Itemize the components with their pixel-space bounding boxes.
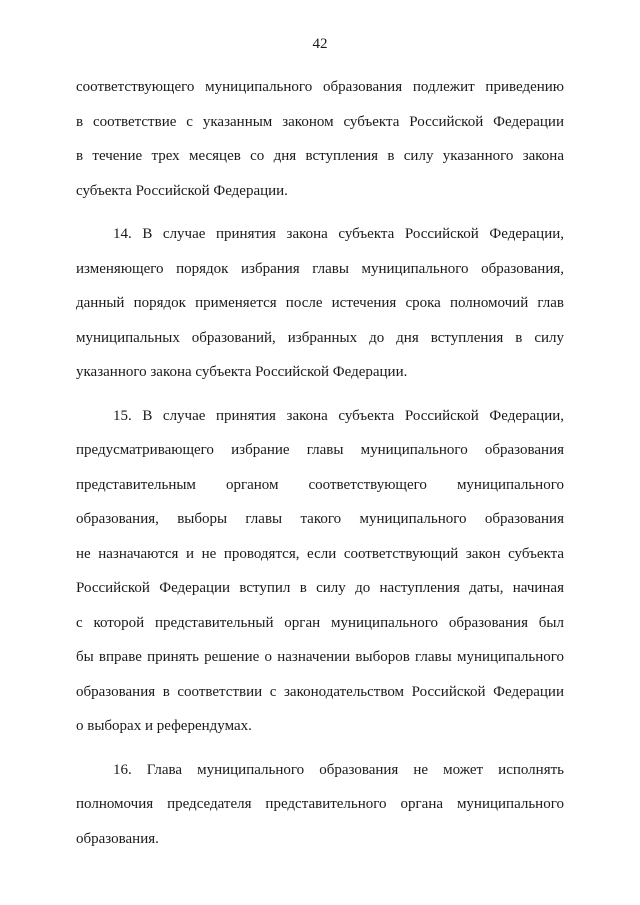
- paragraph-item-16: [76, 753, 564, 857]
- text-line: в течение трех месяцев со дня вступления в силу указанного закона: [76, 148, 564, 164]
- paragraph-continuation: [76, 70, 564, 208]
- document-body: [76, 70, 564, 865]
- text-line: указанного закона субъекта Российской Федерации.: [76, 364, 408, 380]
- page-number: 42: [312, 36, 328, 52]
- text-line: 15. В случае принятия закона субъекта Российской Федерации,: [113, 407, 564, 424]
- text-line: изменяющего порядок избрания главы муниципального образования,: [76, 260, 564, 277]
- paragraph-item-14: [76, 217, 564, 390]
- text-line: 16. Глава муниципального образования не может исполнять: [113, 761, 564, 778]
- text-line: бы вправе принять решение о назначении выборов главы муниципального: [76, 649, 564, 665]
- text-line: 14. В случае принятия закона субъекта Российской Федерации,: [113, 226, 564, 242]
- paragraph-item-15: [76, 399, 564, 744]
- text-line: субъекта Российской Федерации.: [76, 182, 288, 199]
- text-line: в соответствие с указанным законом субъекта Российской Федерации: [76, 113, 564, 130]
- text-line: соответствующего муниципального образования подлежит приведению: [76, 79, 564, 95]
- text-line: представительным органом соответствующего муниципального: [76, 476, 564, 493]
- text-line: муниципальных образований, избранных до дня вступления в силу: [76, 329, 564, 346]
- text-line: полномочия председателя представительного органа муниципального: [76, 796, 564, 812]
- text-line: предусматривающего избрание главы муниципального образования: [76, 442, 564, 458]
- text-line: образования.: [76, 830, 159, 847]
- text-line: с которой представительный орган муниципального образования был: [76, 614, 564, 631]
- text-line: не назначаются и не проводятся, если соответствующий закон субъекта: [76, 545, 564, 562]
- text-line: данный порядок применяется после истечения срока полномочий глав: [76, 295, 564, 311]
- text-line: Российской Федерации вступил в силу до наступления даты, начиная: [76, 580, 564, 596]
- text-line: о выборах и референдумах.: [76, 718, 252, 734]
- text-line: образования в соответствии с законодательством Российской Федерации: [76, 683, 564, 700]
- text-line: образования, выборы главы такого муниципального образования: [76, 511, 564, 527]
